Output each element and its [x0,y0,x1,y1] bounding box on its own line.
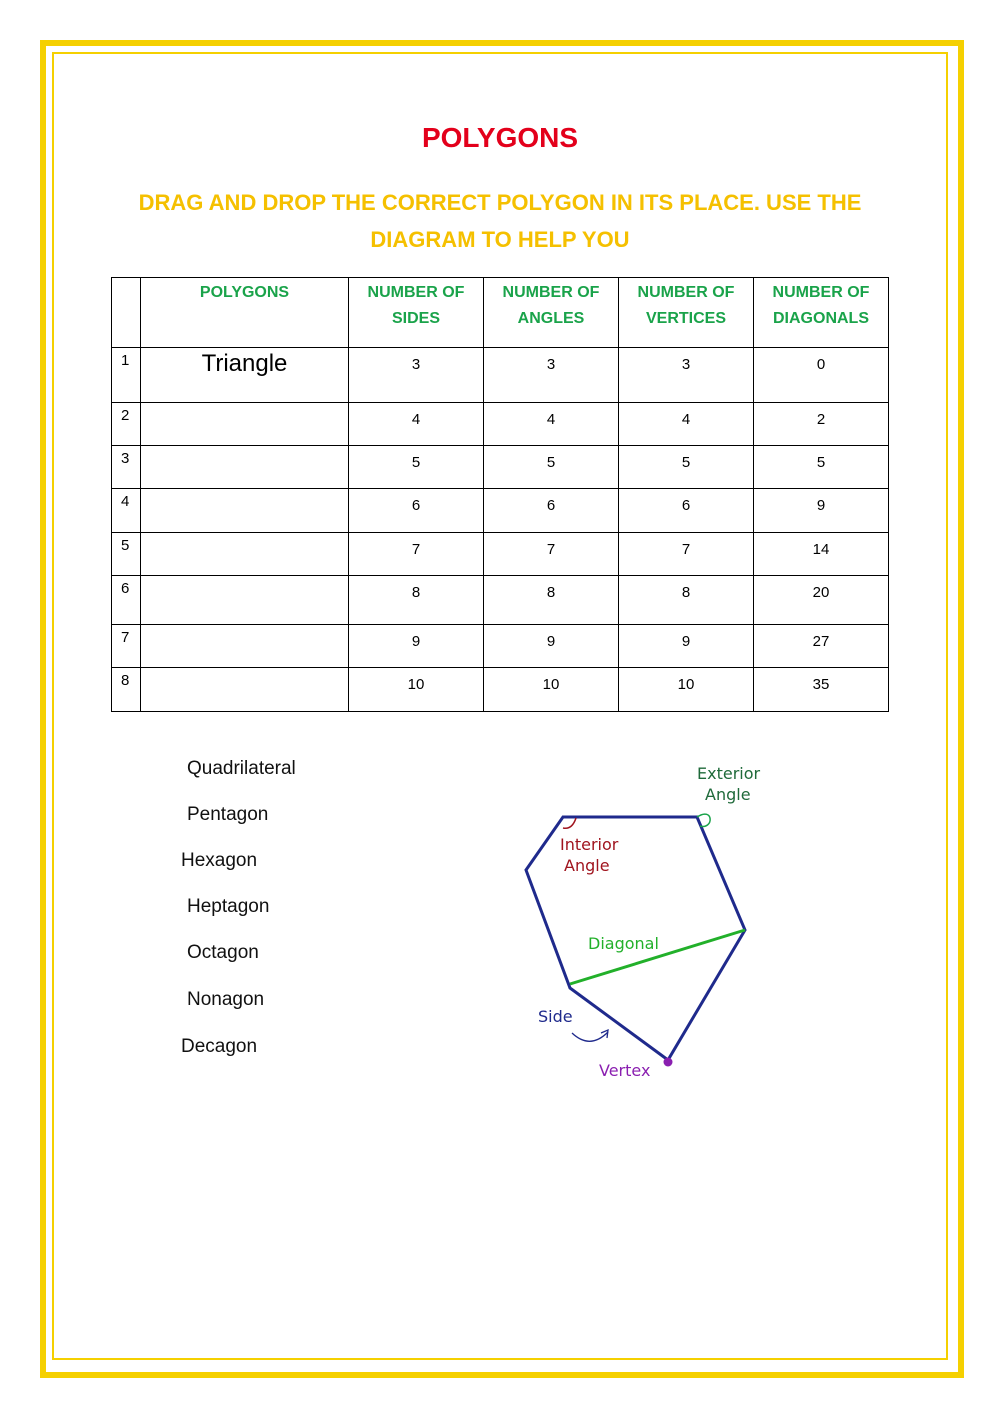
header-angles: NUMBER OF ANGLES [484,278,619,348]
row-number: 4 [112,489,141,533]
sides-cell: 4 [349,403,484,446]
sides-cell: 3 [349,348,484,403]
sides-cell: 6 [349,489,484,533]
row-number: 5 [112,533,141,576]
polygon-table [111,277,889,712]
table-row [112,348,889,403]
interior-label-2: Angle [564,856,610,875]
option-heptagon[interactable]: Heptagon [187,896,270,917]
table-row [112,625,889,668]
diagonals-cell: 20 [754,576,889,625]
row-number: 7 [112,625,141,668]
angles-cell: 7 [484,533,619,576]
polygon-name-dropzone[interactable] [141,668,349,712]
option-decagon[interactable]: Decagon [181,1036,258,1057]
side-arrow [572,1032,608,1041]
sides-cell: 7 [349,533,484,576]
diagonal-label: Diagonal [588,934,659,953]
vertices-cell: 5 [619,446,754,489]
angles-cell: 8 [484,576,619,625]
polygon-name-dropzone[interactable]: Triangle [141,348,349,403]
angles-cell: 3 [484,348,619,403]
row-number: 1 [112,348,141,403]
sides-cell: 9 [349,625,484,668]
side-label: Side [538,1007,573,1026]
header-vertices: NUMBER OF VERTICES [619,278,754,348]
row-number: 8 [112,668,141,712]
diagonals-cell: 9 [754,489,889,533]
option-octagon[interactable]: Octagon [187,942,259,963]
angles-cell: 4 [484,403,619,446]
table-row [112,489,889,533]
row-number: 3 [112,446,141,489]
option-hexagon[interactable]: Hexagon [181,850,258,871]
header-index [112,278,141,348]
vertices-cell: 3 [619,348,754,403]
vertices-cell: 8 [619,576,754,625]
header-polygons: POLYGONS [141,278,349,348]
diagonals-cell: 2 [754,403,889,446]
vertices-cell: 9 [619,625,754,668]
diagonals-cell: 27 [754,625,889,668]
polygon-name-dropzone[interactable] [141,533,349,576]
diagonals-cell: 14 [754,533,889,576]
polygon-name-dropzone[interactable] [141,625,349,668]
header-sides: NUMBER OF SIDES [349,278,484,348]
diagonals-cell: 35 [754,668,889,712]
vertex-label: Vertex [599,1061,651,1080]
polygon-name-dropzone[interactable] [141,489,349,533]
header-diagonals: NUMBER OF DIAGONALS [754,278,889,348]
table-row [112,533,889,576]
sides-cell: 8 [349,576,484,625]
interior-label-1: Interior [560,835,619,854]
table-header-row [112,278,889,348]
table-row [112,403,889,446]
angles-cell: 5 [484,446,619,489]
angles-cell: 10 [484,668,619,712]
polygon-name-dropzone[interactable] [141,576,349,625]
row-number: 2 [112,403,141,446]
instructions: DRAG AND DROP THE CORRECT POLYGON IN ITS PLACE. USE THE DIAGRAM TO HELP YOU [138,190,862,252]
exterior-label-2: Angle [705,785,751,804]
table-row [112,576,889,625]
option-pentagon[interactable]: Pentagon [187,804,269,825]
option-nonagon[interactable]: Nonagon [187,989,265,1010]
vertices-cell: 10 [619,668,754,712]
row-number: 6 [112,576,141,625]
vertices-cell: 7 [619,533,754,576]
vertices-cell: 4 [619,403,754,446]
diagonals-cell: 5 [754,446,889,489]
sides-cell: 5 [349,446,484,489]
polygon-diagram [500,750,800,1090]
polygon-name-dropzone[interactable] [141,403,349,446]
page-title: POLYGONS [421,122,579,153]
vertex-dot [664,1058,673,1067]
vertices-cell: 6 [619,489,754,533]
table-row [112,446,889,489]
angles-cell: 9 [484,625,619,668]
angles-cell: 6 [484,489,619,533]
exterior-label-1: Exterior [697,764,761,783]
option-quadrilateral[interactable]: Quadrilateral [187,758,296,779]
sides-cell: 10 [349,668,484,712]
table-row [112,668,889,712]
polygon-name-dropzone[interactable] [141,446,349,489]
interior-angle-arc [563,818,576,828]
diagonals-cell: 0 [754,348,889,403]
